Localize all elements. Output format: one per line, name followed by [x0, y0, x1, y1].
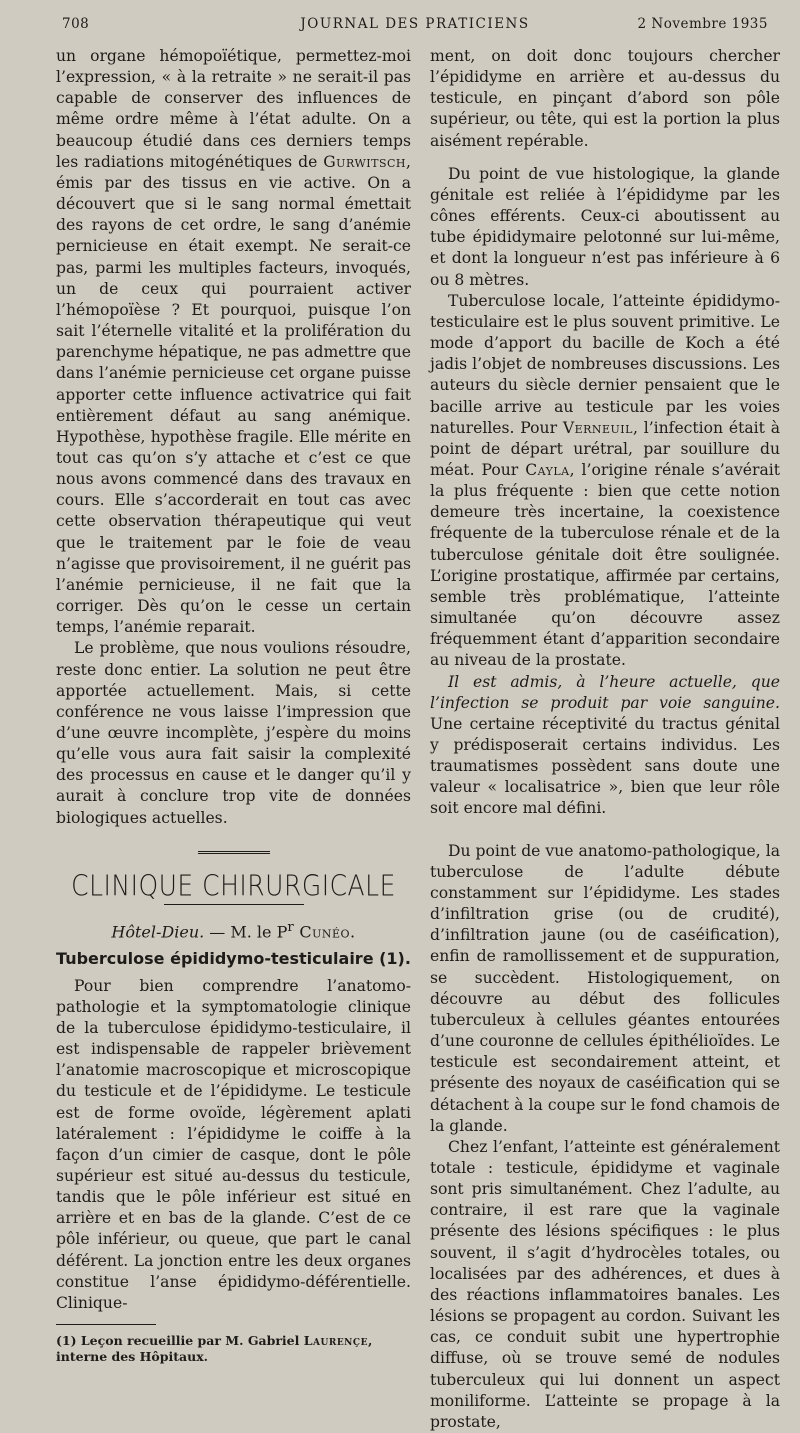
paragraph: Du point de vue histologique, la glande génitale est reliée à l’épididyme par les cônes efférents. Ceux-ci aboutissent au tube épididymaire pelotonné sur lui-même, et dont la longueur n’est pas inférieure à 6 ou 8 mètres.	[430, 164, 780, 289]
journal-title: JOURNAL DES PRATICIENS	[300, 16, 530, 32]
left-column	[56, 46, 411, 1365]
paragraph: Le problème, que nous voulions résoudre, reste donc entier. La solution ne peut être apportée actuellement. Mais, si cette conférence ne vous laisse l’impression que d’une œuvre incomplète, j’espère du moins qu’elle vous aura fait saisir la complexité des processus en cause et le danger qu’il y aurait à conclure trop vite de données biologiques actuelles.	[56, 639, 411, 827]
paragraph: Du point de vue anatomo-pathologique, la tuberculose de l’adulte débute constamment sur l’épididyme. Les stades d’infiltration grise (ou de crudité), d’infiltration jaune (ou de caséification), enfin de ramollissement et de suppuration, se succèdent. Histologiquement, on découvre au début des follicules tuberculeux à cellules géantes entourées d’une couronne de cellules épithélioïdes. Le testicule est secondairement atteint, et présente des noyaux de caséification qui se détachent à la coupe sur le fond chamois de la glande.	[430, 841, 780, 1135]
footnote	[56, 1333, 411, 1365]
lecturer-prefix: — M. le P	[204, 922, 288, 942]
paragraph: Pour bien comprendre l’anatomo-pathologie et la symptomatologie clinique de la tuberculose épididymo-testiculaire, il est indispensable de rappeler brièvement l’anatomie macroscopique et microscopique du testicule et de l’épididyme. Le testicule est de forme ovoïde, légèrement aplati latéralement : l’épididyme le coiffe à la façon d’un cimier de casque, dont le pôle supérieur est situé au-dessus du testicule, tandis que le pôle inférieur est situé en arrière et en bas de la glande. C’est de ce pôle inférieur, ou queue, que part le canal déférent. La jonction entre les deux organes constitue l’anse épididymo-déférentielle. Clinique-	[56, 976, 411, 1312]
running-header	[62, 12, 768, 38]
text-run: Tuberculose locale, l’atteinte épididymo-testiculaire est le plus souvent primitive. Le mode d’apport du bacille de Koch a été jadis l’objet de nombreuses discussions. Les auteurs du siècle dernier pensaient que le bacille arrive au testicule par les voies naturelles. Pour	[430, 291, 780, 437]
article-title: Tuberculose épididymo-testiculaire (1).	[56, 949, 411, 969]
footnote-rule	[56, 1324, 156, 1325]
footnote-text: , interne des Hôpitaux.	[56, 1333, 373, 1365]
lecture-byline	[56, 917, 411, 942]
paragraph	[56, 46, 411, 638]
author-name: Gurwitsch	[323, 152, 407, 171]
double-rule-divider	[198, 851, 270, 857]
right-column	[430, 46, 780, 1433]
hospital-name: Hôtel-Dieu.	[111, 922, 205, 942]
text-run: un organe hémopoïétique, permettez-moi l’expression, « à la retraite » ne serait-il pas capable de conserver des influences de même ordre même à l’état adulte. On a beaucoup étudié dans ces derniers temps les radiations mitogénétiques de	[56, 47, 411, 171]
paragraph: ment, on doit donc toujours chercher l’épididyme en arrière et au-dessus du testicule, en pinçant d’abord son pôle supérieur, ou tête, qui est la portion la plus aisément repérable.	[430, 47, 780, 150]
text-run: Une certaine réceptivité du tractus génital y prédisposerait certains individus. Les traumatismes possèdent sans doute une valeur « localisatrice », bien que leur rôle soit encore mal défini.	[430, 714, 780, 818]
text-run: , l’origine rénale s’avérait la plus fréquente : bien que cette notion demeure très incertaine, la coexistence fréquente de la tuberculose rénale et de la tuberculose génitale doit être soulignée. L’origine prostatique, affirmée par certains, semble très problématique, l’atteinte simultanée qu’on découvre assez fréquemment étant d’apparition secondaire au niveau de la prostate.	[430, 460, 780, 670]
issue-date: 2 Novembre 1935	[637, 16, 768, 32]
footnote-text: (1) Leçon recueillie par M. Gabriel	[56, 1333, 304, 1349]
paragraph: Chez l’enfant, l’atteinte est généralement totale : testicule, épididyme et vaginale sont pris simultanément. Chez l’adulte, au contraire, il est rare que la vaginale présente des lésions spécifiques : le plus souvent, il s’agit d’hydrocèles totales, ou localisées par des adhérences, et dues à des réactions inflammatoires banales. Les lésions se propagent au cordon. Suivant les cas, ce conduit subit une hypertrophie diffuse, où se trouve semé de nodules tuberculeux qui lui donnent un aspect moniliforme. L’atteinte se propage à la prostate,	[430, 1137, 780, 1431]
paragraph	[430, 291, 780, 672]
author-name: Verneuil	[562, 418, 633, 437]
section-rule	[164, 904, 304, 905]
text-run: , émis par des tissus en vie active. On a découvert que si le sang normal émettait des rayons de cet ordre, le sang d’anémie pernicieuse en était exempt. Ne serait-ce pas, parmi les multiples facteurs, invoqués, un de ceux qui pourraient activer l’hémopoïèse ? Et pourquoi, puisque l’on sait l’éternelle vitalité et la prolifération du parenchyme hépatique, ne pas admettre que dans l’anémie pernicieuse cet organe puisse apporter cette influence activatrice qui fait entièrement défaut au sang anémique. Hypothèse, hypothèse fragile. Elle mérite en tout cas qu’on s’y attache et c’est ce que nous avons commencé dans des travaux en cours. Elle s’accorderait en tout cas avec cette observation thérapeutique qui veut que le traitement par le foie de veau n’agisse que provisoirement, il ne guérit pas l’anémie pernicieuse, il ne fait que la corriger. Dès qu’on le cesse un certain temps, l’anémie reparait.	[56, 152, 411, 637]
paragraph	[430, 672, 780, 820]
text-run: , l’infection était à point de départ urétral, par souillure du méat. Pour	[430, 418, 781, 479]
italic-statement: Il est admis, à l’heure actuelle, que l’infection se produit par voie sanguine.	[430, 672, 780, 712]
footnote-name: Laurençe	[303, 1333, 368, 1349]
author-name: Cayla	[525, 460, 570, 479]
section-title: CLINIQUE CHIRURGICALE	[71, 868, 396, 902]
lecturer-title-sup: r	[287, 919, 294, 935]
lecturer-name: Cunéo.	[293, 922, 356, 942]
page-number: 708	[62, 16, 90, 32]
